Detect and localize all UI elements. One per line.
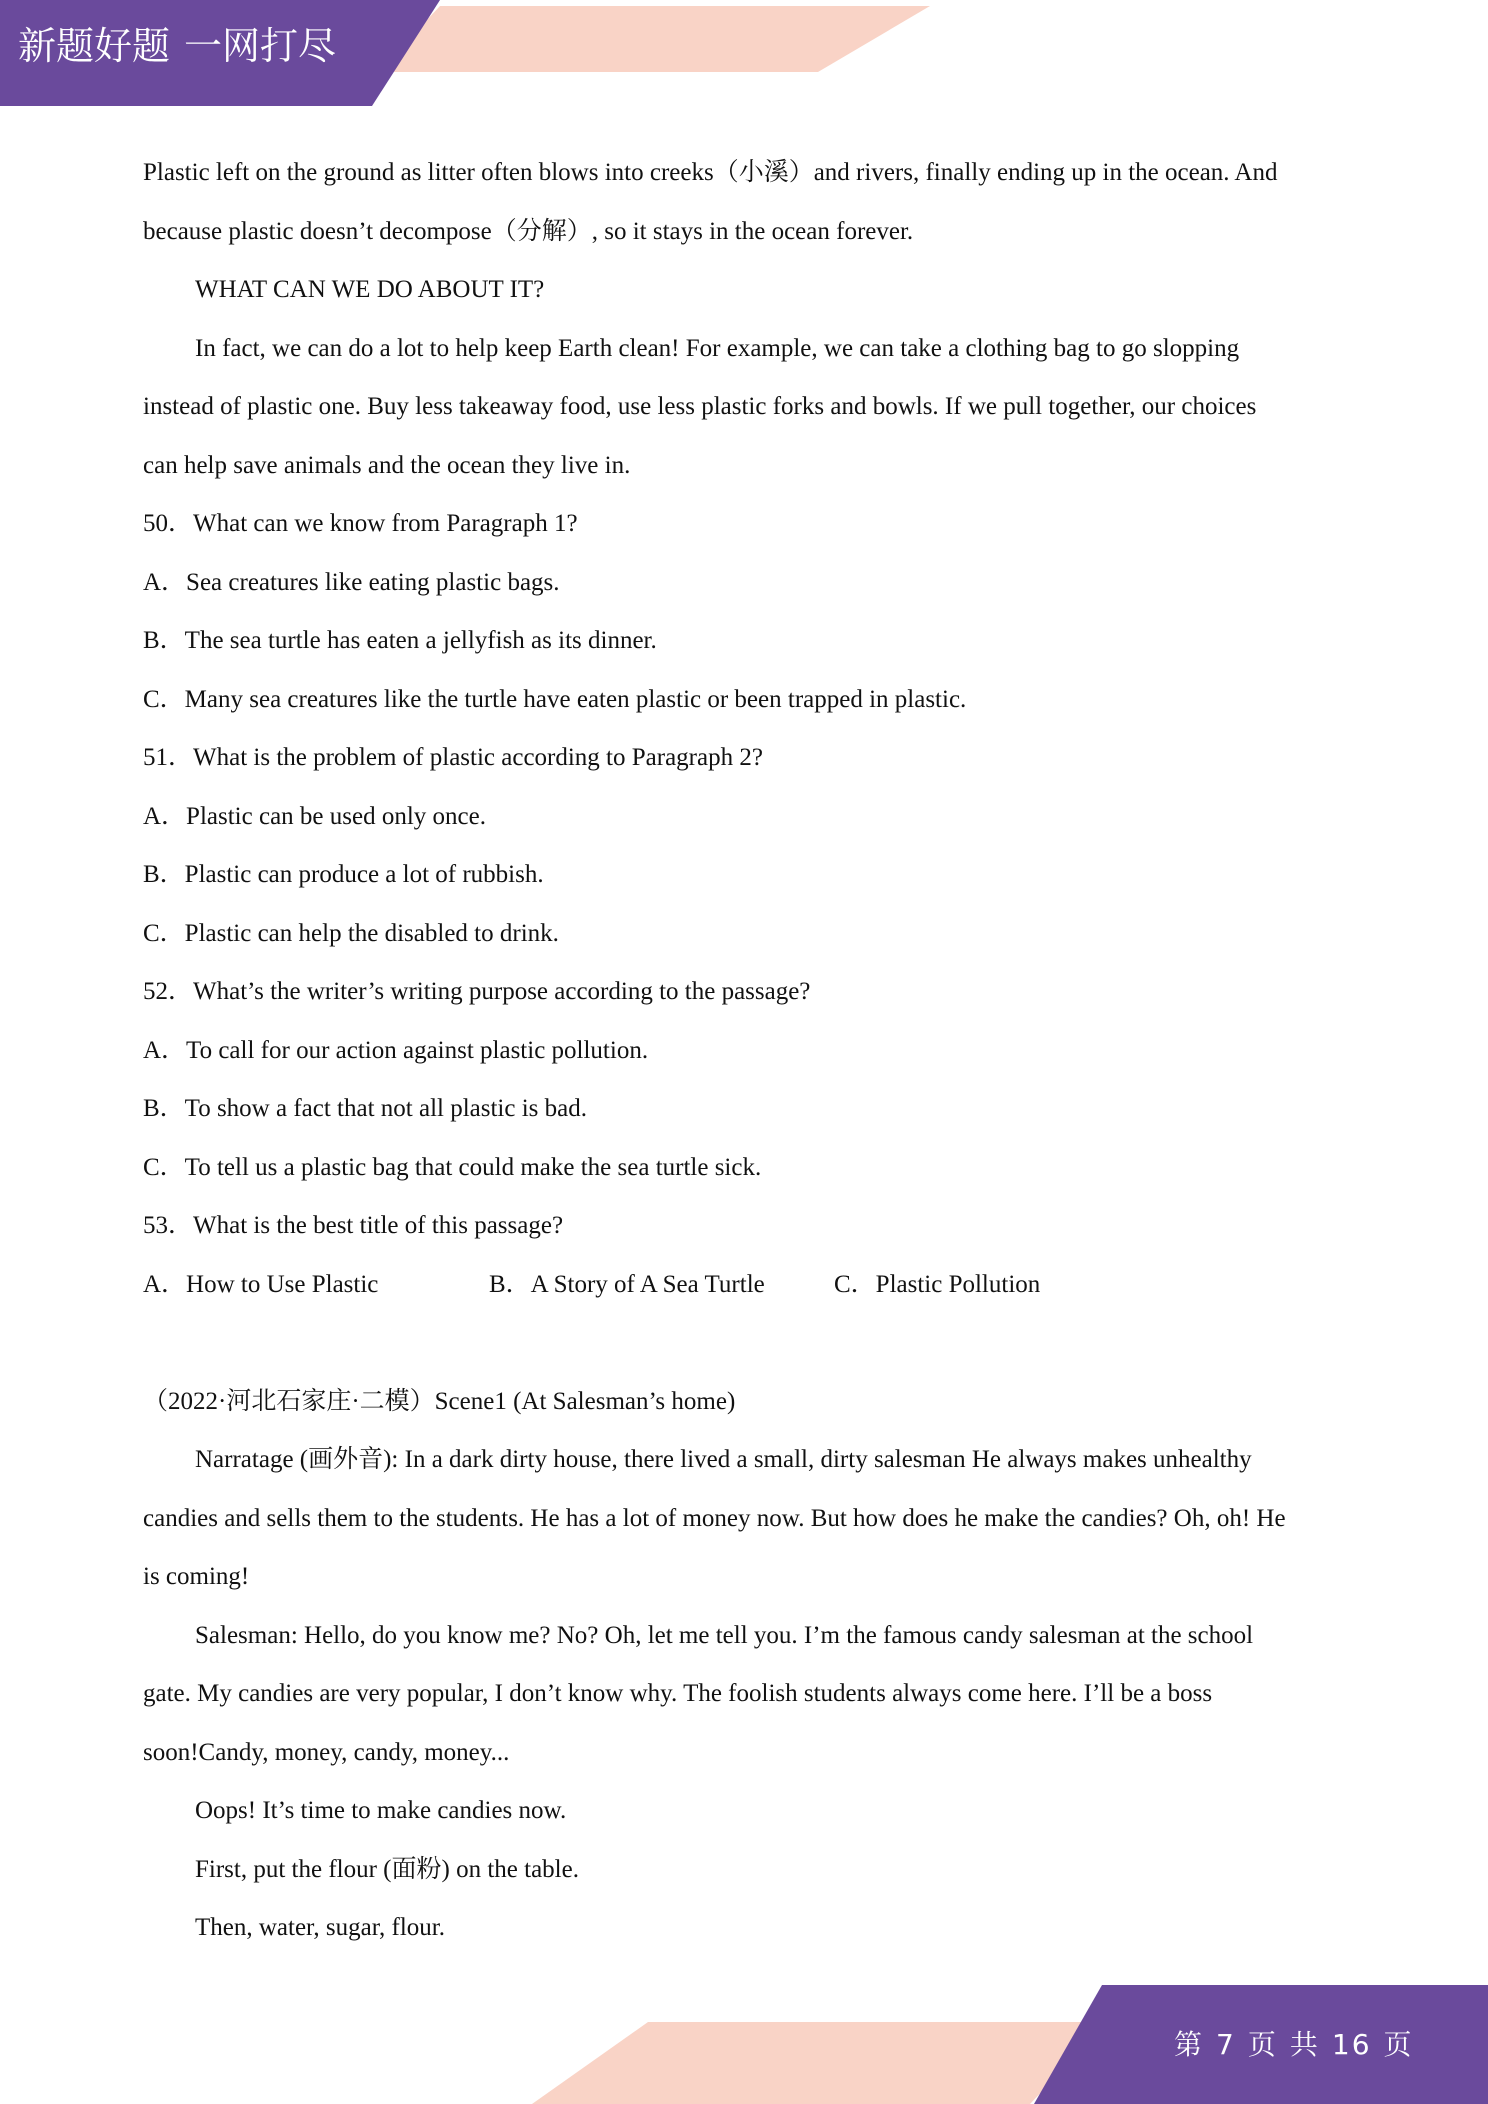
footer-peach-band	[532, 2022, 1108, 2104]
brand-title-part2: 一网打尽	[184, 24, 337, 68]
question-option: A．Sea creatures like eating plastic bags.	[143, 568, 560, 596]
section-heading: WHAT CAN WE DO ABOUT IT?	[195, 276, 545, 303]
document-body	[143, 144, 1353, 1958]
current-page: 7	[1216, 2028, 1236, 2061]
question-option: C．Many sea creatures like the turtle have eaten plastic or been trapped in plastic.	[143, 685, 967, 713]
page-number-prefix: 第	[1174, 2028, 1205, 2061]
passage-line: because plastic doesn’t decompose（分解）, so it stays in the ocean forever.	[143, 217, 914, 245]
passage-plastic	[143, 144, 1353, 495]
question-option: B．The sea turtle has eaten a jellyfish as its dinner.	[143, 627, 657, 654]
passage-line: candies and sells them to the students. He has a lot of money now. But how does he make the candies? Oh, oh! He	[143, 1504, 1286, 1532]
question-option: C．Plastic Pollution	[834, 1270, 1041, 1298]
passage-line: Oops! It’s time to make candies now.	[195, 1797, 567, 1824]
page-total-prefix: 共	[1289, 2028, 1320, 2061]
page-unit: 页	[1247, 2028, 1278, 2061]
question-51	[143, 729, 1353, 963]
total-pages: 16	[1331, 2028, 1372, 2061]
question-option: C．To tell us a plastic bag that could make the sea turtle sick.	[143, 1153, 762, 1181]
question-stem: 51．What is the problem of plastic according to Paragraph 2?	[143, 744, 763, 771]
question-50	[143, 495, 1353, 729]
passage-line: can help save animals and the ocean they live in.	[143, 451, 631, 479]
question-option: A．Plastic can be used only once.	[143, 802, 486, 830]
page-number	[1168, 2025, 1420, 2065]
passage-line: gate. My candies are very popular, I don’t know why. The foolish students always come here. I’ll be a boss	[143, 1680, 1213, 1707]
page-unit: 页	[1383, 2028, 1414, 2061]
passage-line: Then, water, sugar, flour.	[195, 1914, 445, 1941]
question-52	[143, 963, 1353, 1197]
source-line: （2022·河北石家庄·二模）Scene1 (At Salesman’s home)	[143, 1387, 736, 1415]
passage-line: Narratage (画外音): In a dark dirty house, there lived a small, dirty salesman He always makes unhealthy	[195, 1446, 1252, 1473]
question-stem: 53．What is the best title of this passage?	[143, 1212, 564, 1239]
question-option: B．To show a fact that not all plastic is bad.	[143, 1095, 587, 1122]
passage-line: is coming!	[143, 1563, 250, 1590]
passage-line: First, put the flour (面粉) on the table.	[195, 1855, 579, 1883]
passage-line: soon!Candy, money, candy, money...	[143, 1738, 510, 1766]
question-option: B．A Story of A Sea Turtle	[489, 1270, 765, 1298]
question-option: B．Plastic can produce a lot of rubbish.	[143, 861, 544, 888]
question-options-row	[143, 1256, 1353, 1315]
question-option: A．To call for our action against plastic pollution.	[143, 1036, 649, 1064]
question-53	[143, 1197, 1353, 1314]
question-option: C．Plastic can help the disabled to drink.	[143, 919, 559, 947]
section-spacer	[143, 1314, 1353, 1373]
brand-title-part1: 新题好题	[18, 24, 171, 68]
header-banner	[0, 0, 1488, 110]
passage-line: instead of plastic one. Buy less takeaway food, use less plastic forks and bowls. If we pull together, our choices	[143, 393, 1257, 420]
passage-line: Salesman: Hello, do you know me? No? Oh, let me tell you. I’m the famous candy salesman at the school	[195, 1621, 1254, 1649]
passage-line: Plastic left on the ground as litter often blows into creeks（小溪）and rivers, finally ending up in the ocean. And	[143, 159, 1278, 186]
passage-salesman	[143, 1373, 1353, 1958]
question-stem: 52．What’s the writer’s writing purpose according to the passage?	[143, 978, 811, 1005]
brand-title	[18, 18, 336, 74]
question-option: A．How to Use Plastic	[143, 1270, 379, 1298]
question-stem: 50．What can we know from Paragraph 1?	[143, 510, 578, 537]
header-peach-band	[378, 6, 930, 72]
passage-line: In fact, we can do a lot to help keep Earth clean! For example, we can take a clothing bag to go slopping	[195, 334, 1240, 362]
